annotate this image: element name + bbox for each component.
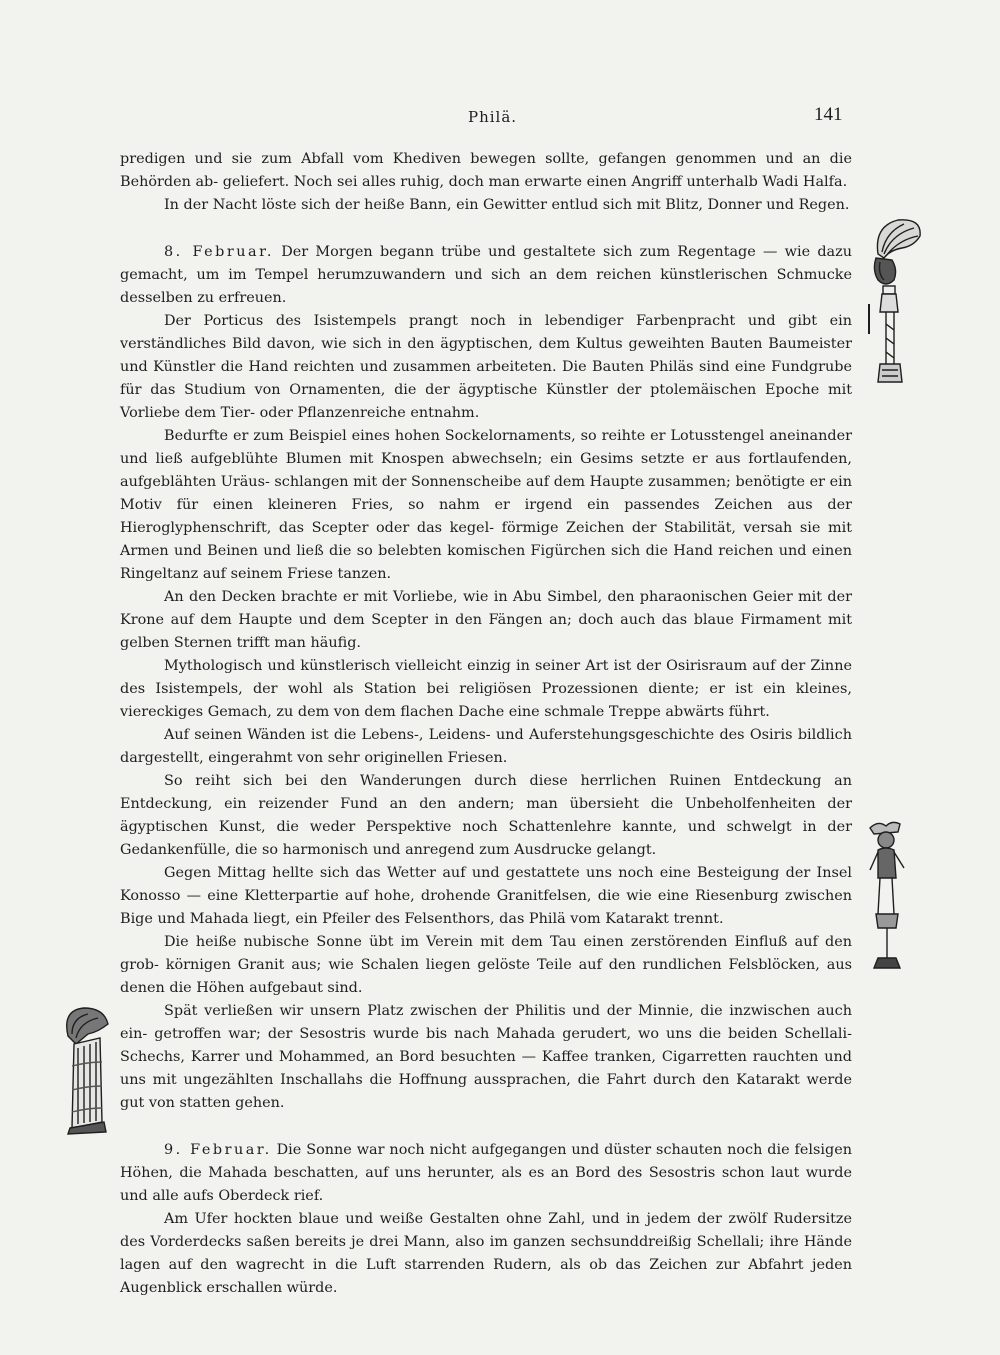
paragraph: Der Porticus des Isistempels prangt noch in lebendiger Farbenpracht und gibt ein verständliches Bild davon, wie sich in den ägyptischen, dem Kultus geweihten Bauten Baumeister und Künstler die Hand reichten und zusammen arbeiteten. Die Bauten Philäs sind eine Fundgrube für das Studium von Ornamenten, die der ägyptische Künstler der ptolemäischen Epoche mit Vorliebe dem Tier- oder Pflanzenreiche entnahm. [120, 313, 852, 421]
paragraph: Mythologisch und künstlerisch vielleicht einzig in seiner Art ist der Osirisraum auf der Zinne des Isistempels, der wohl als Station bei religiösen Prozessionen diente; er ist ein kleines, viereckiges Gemach, zu dem von dem flachen Dache eine schmale Treppe abwärts führt. [120, 658, 852, 720]
running-title: Philä. [468, 108, 518, 126]
paragraph-text: Der Morgen begann trübe und gestaltete sich zum Regentage — wie dazu gemacht, um im Tempel herumzuwandern und sich an dem reichen künstlerischen Schmucke desselben zu erfreuen. [120, 244, 852, 306]
paragraph: Gegen Mittag hellte sich das Wetter auf und gestattete uns noch eine Besteigung der Insel Konosso — eine Kletterpartie auf hohe, drohende Granitfelsen, die wie eine Riesenburg zwischen Bige und Mahada liegt, ein Pfeiler des Felsenthors, das Philä vom Katarakt trennt. [120, 865, 852, 927]
paragraph: An den Decken brachte er mit Vorliebe, wie in Abu Simbel, den pharaonischen Geier mit der Krone auf dem Haupte und dem Scepter in den Fängen an; doch auch das blaue Firmament mit gelben Sternen trifft man häufig. [120, 589, 852, 651]
date-label: 9. Februar. [164, 1142, 272, 1158]
paragraph: Die heiße nubische Sonne übt im Verein mit dem Tau einen zerstörenden Einfluß auf den grob- körnigen Granit aus; wie Schalen liegen gelöste Teile auf den rundlichen Felsblöcken, aus denen die Höhen aufgebaut sind. [120, 934, 852, 996]
body-text [120, 148, 852, 1300]
harp-icon [58, 1004, 114, 1136]
paragraph: predigen und sie zum Abfall vom Khediven bewegen sollte, gefangen genommen und an die Behörden ab- geliefert. Noch sei alles ruhig, doch man erwarte einen Angriff unterhalb Wadi Halfa. [120, 151, 852, 190]
dated-paragraph [120, 1139, 852, 1208]
fan-sceptre-icon [864, 214, 924, 394]
dated-paragraph [120, 241, 852, 310]
paragraph: Spät verließen wir unsern Platz zwischen der Philitis und der Minnie, die inzwischen auch ein- getroffen war; der Sesostris wurde bis nach Mahada gerudert, wo uns die beiden Schellali-Schechs, Karrer und Mohammed, an Bord besuchten — Kaffee tranken, Cigarretten rauchten und uns mit ungezählten Inschallahs die Hoffnung aussprachen, die Fahrt durch den Katarakt werde gut von statten gehen. [120, 1003, 852, 1111]
paragraph: Am Ufer hockten blaue und weiße Gestalten ohne Zahl, und in jedem der zwölf Rudersitze des Vorderdecks saßen bereits je drei Mann, also im ganzen sechsunddreißig Schellali; ihre Hände lagen auf den wagrecht in die Luft starrenden Rudern, als ob das Zeichen zur Abfahrt jeden Augenblick erschallen würde. [120, 1211, 852, 1296]
page-number: 141 [814, 104, 843, 125]
paragraph: Auf seinen Wänden ist die Lebens-, Leidens- und Auferstehungsgeschichte des Osiris bildlich dargestellt, eingerahmt von sehr originellen Friesen. [120, 727, 852, 766]
page-header [0, 104, 1000, 134]
paragraph-text: Die Sonne war noch nicht aufgegangen und düster schauten noch die felsigen Höhen, die Mahada beschatten, auf uns herunter, als es an Bord des Sesostris schon laut wurde und alle aufs Oberdeck rief. [120, 1142, 852, 1204]
paragraph: In der Nacht löste sich der heiße Bann, ein Gewitter entlud sich mit Blitz, Donner und Regen. [164, 197, 850, 213]
date-label: 8. Februar. [164, 244, 274, 260]
standing-figure-icon [864, 818, 916, 978]
paragraph: Bedurfte er zum Beispiel eines hohen Sockelornaments, so reihte er Lotusstengel aneinander und ließ aufgeblühte Blumen mit Knospen abwechseln; ein Gesims setzte er aus fortlaufenden, aufgeblähten Uräus- schlangen mit der Sonnenscheibe auf dem Haupte zusammen; benötigte er ein Motiv für einen kleineren Fries, so nahm er irgend ein passendes Zeichen aus der Hieroglyphenschrift, das Scepter oder das kegel- förmige Zeichen der Stabilität, versah sie mit Armen und Beinen und ließ die so belebten komischen Figürchen sich die Hand reichen und einen Ringeltanz auf seinem Friese tanzen. [120, 428, 852, 582]
paragraph: So reiht sich bei den Wanderungen durch diese herrlichen Ruinen Entdeckung an Entdeckung, ein reizender Fund an den andern; man übersieht die Unbeholfenheiten der ägyptischen Kunst, die weder Perspektive noch Schattenlehre kannte, und schwelgt in der Gedankenfülle, die so harmonisch und anregend zum Ausdrucke gelangt. [120, 773, 852, 858]
